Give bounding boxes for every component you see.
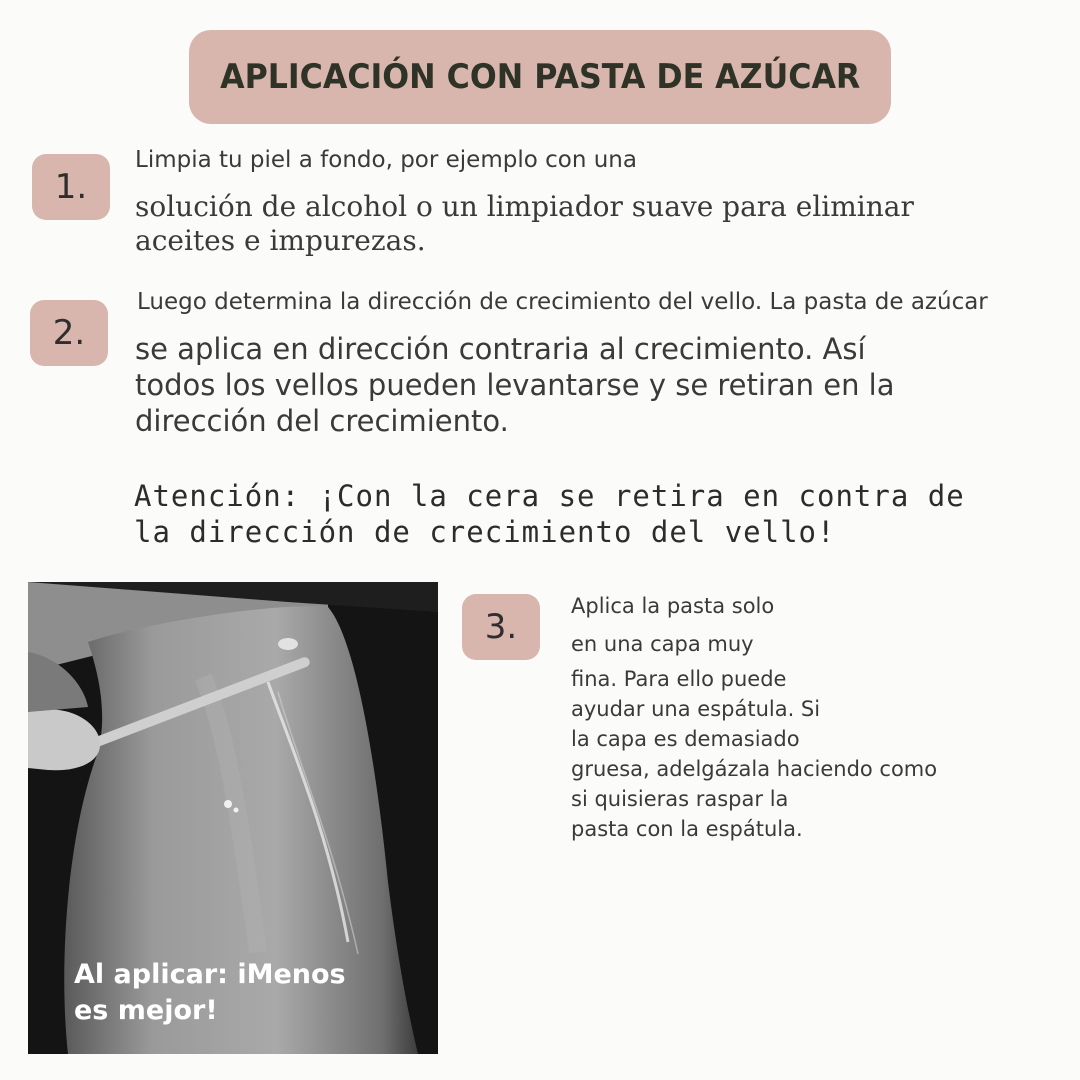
step-3-line: Aplica la pasta solo [571, 594, 775, 618]
step-1-body [135, 190, 914, 258]
step-3-line: si quisieras raspar la [571, 787, 789, 811]
step-1-number: 1. [54, 167, 88, 207]
warning-note [134, 478, 965, 550]
step-1-lead: Limpia tu piel a fondo, por ejemplo con una [135, 147, 637, 173]
step-2-line: todos los vellos pueden levantarse y se retiran en la [135, 368, 895, 402]
photo-caption-line: es mejor! [74, 995, 218, 1026]
step-3-number: 3. [484, 607, 518, 647]
page-title: APLICACIÓN CON PASTA DE AZÚCAR [219, 57, 861, 97]
step-1-line: solución de alcohol o un limpiador suave para eliminar [135, 190, 914, 223]
step-3-line: gruesa, adelgázala haciendo como [571, 757, 938, 781]
photo-caption [74, 957, 346, 1029]
step-2-body [135, 331, 895, 439]
application-photo [28, 582, 438, 1054]
step-2-line: se aplica en dirección contraria al crecimiento. Así [135, 332, 866, 366]
step-3-line: la capa es demasiado [571, 727, 800, 751]
step-2-badge [30, 300, 108, 366]
step-2-lead: Luego determina la dirección de crecimiento del vello. La pasta de azúcar [137, 289, 988, 315]
step-3-line: fina. Para ello puede [571, 667, 787, 691]
photo-caption-line: Al aplicar: iMenos [74, 959, 346, 990]
warning-line: Atención: ¡Con la cera se retira en contra de [134, 479, 965, 513]
step-1-badge [32, 154, 110, 220]
step-3-line: ayudar una espátula. Si [571, 697, 821, 721]
step-2-number: 2. [52, 313, 86, 353]
step-3-line: en una capa muy [571, 632, 754, 656]
step-3-badge [462, 594, 540, 660]
title-banner [189, 30, 891, 124]
step-2-line: dirección del crecimiento. [135, 404, 509, 438]
warning-line: la dirección de crecimiento del vello! [134, 515, 836, 549]
step-1-line: aceites e impurezas. [135, 224, 426, 257]
step-3-line: pasta con la espátula. [571, 817, 803, 841]
